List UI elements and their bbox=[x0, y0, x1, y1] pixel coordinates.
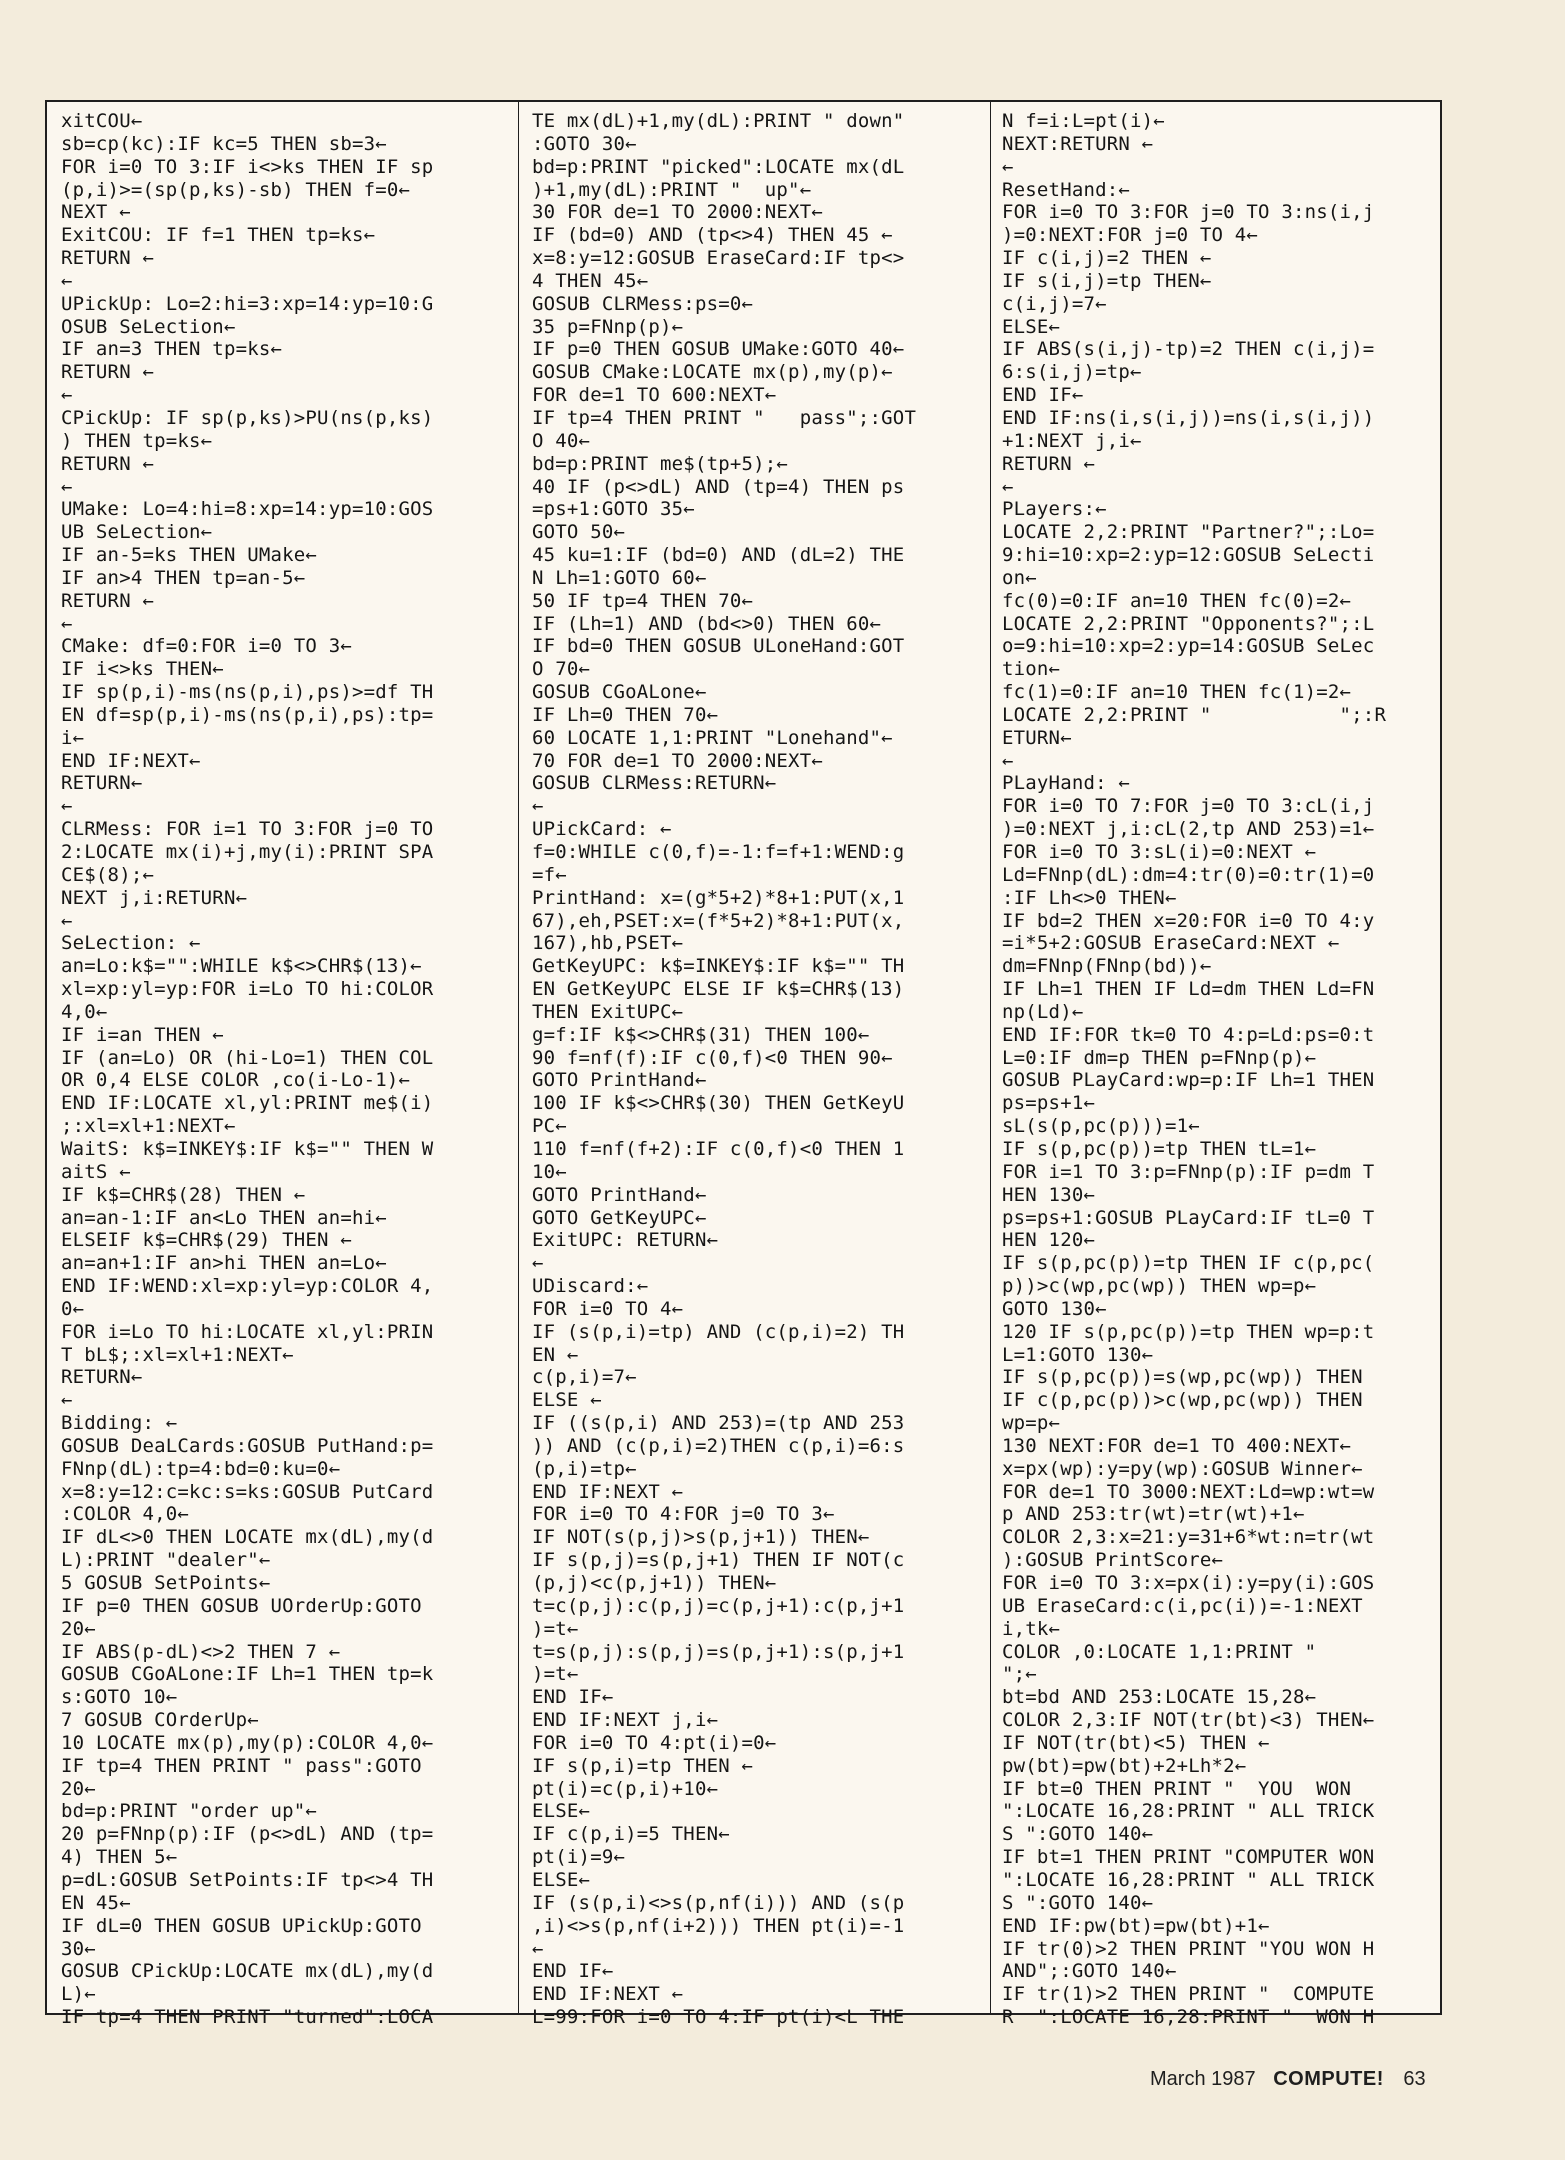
code-line: 9:hi=10:xp=2:yp=12:GOSUB SeLecti bbox=[1002, 544, 1375, 567]
code-line: IF bt=1 THEN PRINT "COMPUTER WON bbox=[1002, 1846, 1375, 1869]
code-line: 70 FOR de=1 TO 2000:NEXT← bbox=[532, 749, 823, 772]
code-line: ← bbox=[61, 475, 73, 498]
code-line: IF c(p,i)=5 THEN← bbox=[532, 1823, 730, 1846]
code-line: Bidding: ← bbox=[61, 1412, 178, 1435]
code-line: IF s(p,j)=s(p,j+1) THEN IF NOT(c bbox=[532, 1549, 905, 1572]
code-line: IF NOT(tr(bt)<5) THEN ← bbox=[1002, 1731, 1270, 1754]
code-line: GOSUB CGoALone← bbox=[532, 681, 707, 704]
code-line: UPickCard: ← bbox=[532, 818, 672, 841]
code-line: =i*5+2:GOSUB EraseCard:NEXT ← bbox=[1002, 932, 1340, 955]
code-line: CPickUp: IF sp(p,ks)>PU(ns(p,ks) bbox=[61, 406, 434, 429]
code-line: FOR i=0 TO 4← bbox=[532, 1297, 684, 1320]
code-line: 67),eh,PSET:x=(f*5+2)*8+1:PUT(x, bbox=[532, 909, 905, 932]
code-line: GOTO PrintHand← bbox=[532, 1183, 707, 1206]
code-line: CMake: df=0:FOR i=0 TO 3← bbox=[61, 635, 352, 658]
code-line: RETURN ← bbox=[61, 452, 155, 475]
code-line: L=1:GOTO 130← bbox=[1002, 1343, 1154, 1366]
code-line: IF NOT(s(p,j)>s(p,j+1)) THEN← bbox=[532, 1526, 870, 1549]
code-line: wp=p← bbox=[1002, 1412, 1061, 1435]
code-line: IF c(p,pc(p))>c(wp,pc(wp)) THEN bbox=[1002, 1389, 1363, 1412]
code-line: FOR de=1 TO 3000:NEXT:Ld=wp:wt=w bbox=[1002, 1480, 1375, 1503]
code-line: WaitS: k$=INKEY$:IF k$="" THEN W bbox=[61, 1137, 434, 1160]
code-line: 4,0← bbox=[61, 1000, 108, 1023]
code-line: bd=p:PRINT "picked":LOCATE mx(dL bbox=[532, 155, 905, 178]
code-line: 20← bbox=[61, 1617, 96, 1640]
code-line: L):PRINT "dealer"← bbox=[61, 1549, 271, 1572]
code-line: 120 IF s(p,pc(p))=tp THEN wp=p:t bbox=[1002, 1320, 1375, 1343]
page-footer bbox=[1150, 2068, 1470, 2091]
code-line: i,tk← bbox=[1002, 1617, 1061, 1640]
code-line: 5 GOSUB SetPoints← bbox=[61, 1572, 271, 1594]
code-line: bd=p:PRINT "order up"← bbox=[61, 1800, 318, 1823]
code-line: IF sp(p,i)-ms(ns(p,i),ps)>=df TH bbox=[61, 681, 434, 704]
code-line: UDiscard:← bbox=[532, 1275, 649, 1298]
code-line: COLOR 2,3:x=21:y=31+6*wt:n=tr(wt bbox=[1002, 1526, 1375, 1549]
code-line: T bL$;:xl=xl+1:NEXT← bbox=[61, 1343, 294, 1366]
code-line: ← bbox=[532, 1252, 544, 1275]
code-line: GOTO GetKeyUPC← bbox=[532, 1206, 707, 1229]
code-line: 100 IF k$<>CHR$(30) THEN GetKeyU bbox=[532, 1092, 905, 1115]
code-line: )+1,my(dL):PRINT " up"← bbox=[532, 178, 812, 201]
code-line: IF p=0 THEN GOSUB UMake:GOTO 40← bbox=[532, 338, 905, 361]
code-line: 10 LOCATE mx(p),my(p):COLOR 4,0← bbox=[61, 1731, 434, 1754]
magazine-name: COMPUTE! bbox=[1273, 2068, 1384, 2090]
code-line: ETURN← bbox=[1002, 726, 1072, 749]
code-line: aitS ← bbox=[61, 1160, 131, 1183]
code-line: CLRMess: FOR i=1 TO 3:FOR j=0 TO bbox=[61, 818, 434, 841]
code-line: IF ABS(p-dL)<>2 THEN 7 ← bbox=[61, 1640, 341, 1663]
code-line: N f=i:L=pt(i)← bbox=[1002, 110, 1165, 132]
code-line: o=9:hi=10:xp=2:yp=14:GOSUB SeLec bbox=[1002, 635, 1375, 658]
code-line: +1:NEXT j,i← bbox=[1002, 429, 1142, 452]
code-line: GOSUB CGoALone:IF Lh=1 THEN tp=k bbox=[61, 1663, 434, 1686]
code-line: ;:xl=xl+1:NEXT← bbox=[61, 1115, 236, 1138]
code-line: GetKeyUPC: k$=INKEY$:IF k$="" TH bbox=[532, 955, 905, 978]
code-line: (p,i)=tp← bbox=[532, 1457, 637, 1480]
code-line: bt=bd AND 253:LOCATE 15,28← bbox=[1002, 1686, 1317, 1709]
code-line: IF i<>ks THEN← bbox=[61, 658, 224, 681]
code-line: x=8:y=12:GOSUB EraseCard:IF tp<> bbox=[532, 247, 905, 270]
code-line: IF s(p,pc(p))=s(wp,pc(wp)) THEN bbox=[1002, 1366, 1363, 1389]
code-line: END IF← bbox=[532, 1960, 614, 1983]
code-line: NEXT:RETURN ← bbox=[1002, 132, 1154, 155]
listing-column-3 bbox=[1002, 110, 1434, 2029]
code-line: LOCATE 2,2:PRINT " ";:R bbox=[1002, 703, 1387, 726]
code-line: END IF:pw(bt)=pw(bt)+1← bbox=[1002, 1914, 1270, 1937]
code-line: pw(bt)=pw(bt)+2+Lh*2← bbox=[1002, 1754, 1247, 1777]
code-line: N Lh=1:GOTO 60← bbox=[532, 566, 707, 589]
code-line: IF p=0 THEN GOSUB UOrderUp:GOTO bbox=[61, 1594, 422, 1617]
code-line: RETURN← bbox=[61, 1366, 143, 1389]
code-line: xl=xp:yl=yp:FOR i=Lo TO hi:COLOR bbox=[61, 978, 434, 1001]
code-line: sb=cp(kc):IF kc=5 THEN sb=3← bbox=[61, 132, 387, 155]
code-line: RETURN← bbox=[61, 772, 143, 795]
listing-column-2 bbox=[532, 110, 982, 2029]
code-line: END IF:NEXT← bbox=[61, 749, 201, 772]
code-line: ResetHand:← bbox=[1002, 178, 1131, 201]
code-line: ← bbox=[1002, 749, 1014, 772]
column-divider bbox=[518, 102, 519, 2013]
code-line: END IF:FOR tk=0 TO 4:p=Ld:ps=0:t bbox=[1002, 1023, 1375, 1046]
code-line: 40 IF (p<>dL) AND (tp=4) THEN ps bbox=[532, 475, 905, 498]
code-line: ExitCOU: IF f=1 THEN tp=ks← bbox=[61, 224, 376, 247]
code-line: 30← bbox=[61, 1937, 96, 1960]
code-line: RETURN ← bbox=[61, 589, 155, 612]
code-block-2 bbox=[532, 110, 982, 2029]
code-line: IF s(p,pc(p))=tp THEN IF c(p,pc( bbox=[1002, 1252, 1375, 1275]
code-line: END IF:LOCATE xl,yl:PRINT me$(i) bbox=[61, 1092, 434, 1115]
code-line: END IF← bbox=[532, 1686, 614, 1709]
code-line: =ps+1:GOTO 35← bbox=[532, 498, 695, 521]
code-line: FNnp(dL):tp=4:bd=0:ku=0← bbox=[61, 1457, 341, 1480]
code-line: 110 f=nf(f+2):IF c(0,f)<0 THEN 1 bbox=[532, 1137, 905, 1160]
code-line: IF tp=4 THEN PRINT "turned":LOCA bbox=[61, 2006, 434, 2029]
code-line: NEXT ← bbox=[61, 201, 131, 224]
code-line: 4 THEN 45← bbox=[532, 269, 649, 292]
code-line: COLOR ,0:LOCATE 1,1:PRINT " bbox=[1002, 1640, 1317, 1663]
code-line: IF c(i,j)=2 THEN ← bbox=[1002, 247, 1212, 270]
code-line: GOSUB CLRMess:RETURN← bbox=[532, 772, 777, 795]
code-line: :IF Lh<>0 THEN← bbox=[1002, 886, 1177, 909]
code-line: FOR i=0 TO 3:sL(i)=0:NEXT ← bbox=[1002, 841, 1317, 863]
code-line: FOR i=0 TO 4:pt(i)=0← bbox=[532, 1731, 777, 1754]
code-line: AND";:GOTO 140← bbox=[1002, 1960, 1177, 1983]
code-block-3 bbox=[1002, 110, 1434, 2029]
code-line: ← bbox=[61, 612, 73, 635]
issue-date: March 1987 bbox=[1150, 2068, 1256, 2090]
code-line: L)← bbox=[61, 1983, 96, 2006]
code-line: IF an-5=ks THEN UMake← bbox=[61, 544, 318, 567]
code-line: END IF:NEXT ← bbox=[532, 1480, 684, 1503]
code-line: c(i,j)=7← bbox=[1002, 292, 1107, 315]
code-line: ← bbox=[532, 1937, 544, 1960]
code-line: 50 IF tp=4 THEN 70← bbox=[532, 589, 754, 612]
code-line: END IF:NEXT j,i← bbox=[532, 1709, 719, 1732]
code-line: LOCATE 2,2:PRINT "Opponents?";:L bbox=[1002, 612, 1375, 635]
code-line: NEXT j,i:RETURN← bbox=[61, 886, 248, 909]
code-line: ← bbox=[532, 795, 544, 818]
code-line: IF ((s(p,i) AND 253)=(tp AND 253 bbox=[532, 1412, 905, 1435]
code-line: )=0:NEXT j,i:cL(2,tp AND 253)=1← bbox=[1002, 818, 1375, 841]
code-line: ) THEN tp=ks← bbox=[61, 429, 213, 452]
code-line: OSUB SeLection← bbox=[61, 315, 236, 338]
code-line: 0← bbox=[61, 1297, 85, 1320]
code-line: FOR i=0 TO 7:FOR j=0 TO 3:cL(i,j bbox=[1002, 795, 1375, 818]
code-line: 7 GOSUB COrderUp← bbox=[61, 1709, 259, 1732]
code-line: IF bd=0 THEN GOSUB ULoneHand:GOT bbox=[532, 635, 905, 658]
code-line: ELSE← bbox=[532, 1800, 591, 1823]
code-line: FOR i=Lo TO hi:LOCATE xl,yl:PRIN bbox=[61, 1320, 434, 1343]
code-line: O 40← bbox=[532, 429, 591, 452]
code-line: 20 p=FNnp(p):IF (p<>dL) AND (tp= bbox=[61, 1823, 434, 1846]
code-line: IF Lh=1 THEN IF Ld=dm THEN Ld=FN bbox=[1002, 978, 1375, 1001]
code-line: ← bbox=[61, 795, 73, 818]
code-line: PrintHand: x=(g*5+2)*8+1:PUT(x,1 bbox=[532, 886, 905, 909]
code-line: p AND 253:tr(wt)=tr(wt)+1← bbox=[1002, 1503, 1305, 1526]
code-line: FOR i=0 TO 4:FOR j=0 TO 3← bbox=[532, 1503, 835, 1526]
code-line: GOSUB CMake:LOCATE mx(p),my(p)← bbox=[532, 361, 893, 384]
code-line: IF an=3 THEN tp=ks← bbox=[61, 338, 283, 361]
code-line: FOR i=0 TO 3:x=px(i):y=py(i):GOS bbox=[1002, 1572, 1375, 1594]
code-line: L=99:FOR i=0 TO 4:IF pt(i)<L THE bbox=[532, 2006, 905, 2029]
code-line: :GOTO 30← bbox=[532, 132, 637, 155]
code-line: 45 ku=1:IF (bd=0) AND (dL=2) THE bbox=[532, 544, 905, 567]
code-line: THEN ExitUPC← bbox=[532, 1000, 684, 1023]
column-divider bbox=[990, 102, 991, 2013]
code-line: EN ← bbox=[532, 1343, 579, 1366]
code-line: RETURN ← bbox=[61, 247, 155, 270]
code-line: RETURN ← bbox=[1002, 452, 1096, 475]
code-line: ps=ps+1:GOSUB PLayCard:IF tL=0 T bbox=[1002, 1206, 1375, 1229]
code-line: tion← bbox=[1002, 658, 1061, 681]
code-line: UB EraseCard:c(i,pc(i))=-1:NEXT bbox=[1002, 1594, 1363, 1617]
code-line: CE$(8);← bbox=[61, 863, 155, 886]
code-line: L=0:IF dm=p THEN p=FNnp(p)← bbox=[1002, 1046, 1317, 1069]
code-line: IF (Lh=1) AND (bd<>0) THEN 60← bbox=[532, 612, 882, 635]
code-line: IF dL<>0 THEN LOCATE mx(dL),my(d bbox=[61, 1526, 434, 1549]
listing-frame bbox=[45, 100, 1442, 2029]
code-line: EN df=sp(p,i)-ms(ns(p,i),ps):tp= bbox=[61, 703, 434, 726]
code-line: OR 0,4 ELSE COLOR ,co(i-Lo-1)← bbox=[61, 1069, 411, 1092]
code-line: )=t← bbox=[532, 1617, 579, 1640]
code-line: GOTO 50← bbox=[532, 521, 626, 544]
code-line: 90 f=nf(f):IF c(0,f)<0 THEN 90← bbox=[532, 1046, 893, 1069]
code-line: )=0:NEXT:FOR j=0 TO 4← bbox=[1002, 224, 1259, 247]
code-line: ← bbox=[61, 269, 73, 292]
code-line: GOSUB DeaLCards:GOSUB PutHand:p= bbox=[61, 1434, 434, 1457]
code-line: GOTO 130← bbox=[1002, 1297, 1107, 1320]
code-line: ExitUPC: RETURN← bbox=[532, 1229, 719, 1252]
code-line: 60 LOCATE 1,1:PRINT "Lonehand"← bbox=[532, 726, 893, 749]
code-line: 167),hb,PSET← bbox=[532, 932, 684, 955]
code-line: GOSUB PLayCard:wp=p:IF Lh=1 THEN bbox=[1002, 1069, 1375, 1092]
code-line: fc(1)=0:IF an=10 THEN fc(1)=2← bbox=[1002, 681, 1352, 704]
code-line: GOSUB CLRMess:ps=0← bbox=[532, 292, 754, 315]
code-line: FOR i=0 TO 3:FOR j=0 TO 3:ns(i,j bbox=[1002, 201, 1375, 224]
code-line: 130 NEXT:FOR de=1 TO 400:NEXT← bbox=[1002, 1434, 1352, 1457]
code-line: Ld=FNnp(dL):dm=4:tr(0)=0:tr(1)=0 bbox=[1002, 863, 1375, 886]
code-line: HEN 120← bbox=[1002, 1229, 1096, 1252]
code-line: ← bbox=[1002, 155, 1014, 178]
code-line: IF s(p,i)=tp THEN ← bbox=[532, 1754, 754, 1777]
code-line: x=8:y=12:c=kc:s=ks:GOSUB PutCard bbox=[61, 1480, 434, 1503]
code-line: ELSE ← bbox=[532, 1389, 602, 1412]
code-line: IF bd=2 THEN x=20:FOR i=0 TO 4:y bbox=[1002, 909, 1375, 932]
code-line: ps=ps+1← bbox=[1002, 1092, 1096, 1115]
code-line: on← bbox=[1002, 566, 1037, 589]
code-line: ELSE← bbox=[532, 1868, 591, 1891]
code-line: (p,i)>=(sp(p,ks)-sb) THEN f=0← bbox=[61, 178, 411, 201]
code-line: fc(0)=0:IF an=10 THEN fc(0)=2← bbox=[1002, 589, 1352, 612]
code-line: g=f:IF k$<>CHR$(31) THEN 100← bbox=[532, 1023, 870, 1046]
code-line: IF ABS(s(i,j)-tp)=2 THEN c(i,j)= bbox=[1002, 338, 1375, 361]
code-line: GOTO PrintHand← bbox=[532, 1069, 707, 1092]
code-line: IF an>4 THEN tp=an-5← bbox=[61, 566, 306, 589]
code-line: 2:LOCATE mx(i)+j,my(i):PRINT SPA bbox=[61, 841, 434, 863]
code-line: )) AND (c(p,i)=2)THEN c(p,i)=6:s bbox=[532, 1434, 905, 1457]
code-line: LOCATE 2,2:PRINT "Partner?";:Lo= bbox=[1002, 521, 1375, 544]
code-line: IF tp=4 THEN PRINT " pass";:GOT bbox=[532, 406, 917, 429]
code-line: t=c(p,j):c(p,j)=c(p,j+1):c(p,j+1 bbox=[532, 1594, 905, 1617]
code-line: (p,j)<c(p,j+1)) THEN← bbox=[532, 1572, 777, 1594]
code-line: FOR i=0 TO 3:IF i<>ks THEN IF sp bbox=[61, 155, 434, 178]
code-line: IF Lh=0 THEN 70← bbox=[532, 703, 719, 726]
code-line: 10← bbox=[532, 1160, 567, 1183]
code-line: R ":LOCATE 16,28:PRINT " WON H bbox=[1002, 2006, 1375, 2029]
code-line: PLayers:← bbox=[1002, 498, 1107, 521]
code-line: ← bbox=[61, 1389, 73, 1412]
code-line: IF bt=0 THEN PRINT " YOU WON bbox=[1002, 1777, 1352, 1800]
code-line: O 70← bbox=[532, 658, 591, 681]
code-line: FOR de=1 TO 600:NEXT← bbox=[532, 384, 777, 407]
code-line: p))>c(wp,pc(wp)) THEN wp=p← bbox=[1002, 1275, 1317, 1298]
code-line: IF i=an THEN ← bbox=[61, 1023, 224, 1046]
code-line: an=an-1:IF an<Lo THEN an=hi← bbox=[61, 1206, 387, 1229]
code-line: END IF:WEND:xl=xp:yl=yp:COLOR 4, bbox=[61, 1275, 434, 1298]
code-line: TE mx(dL)+1,my(dL):PRINT " down" bbox=[532, 110, 905, 132]
code-line: IF s(i,j)=tp THEN← bbox=[1002, 269, 1212, 292]
code-line: dm=FNnp(FNnp(bd))← bbox=[1002, 955, 1212, 978]
code-line: HEN 130← bbox=[1002, 1183, 1096, 1206]
code-line: END IF← bbox=[1002, 384, 1084, 407]
code-line: RETURN ← bbox=[61, 361, 155, 384]
code-line: IF k$=CHR$(28) THEN ← bbox=[61, 1183, 306, 1206]
code-line: S ":GOTO 140← bbox=[1002, 1823, 1154, 1846]
code-line: i← bbox=[61, 726, 85, 749]
code-line: IF (bd=0) AND (tp<>4) THEN 45 ← bbox=[532, 224, 893, 247]
code-line: ← bbox=[1002, 475, 1014, 498]
code-line: ← bbox=[61, 384, 73, 407]
code-line: IF (an=Lo) OR (hi-Lo=1) THEN COL bbox=[61, 1046, 434, 1069]
code-block-1 bbox=[61, 110, 506, 2029]
code-line: an=Lo:k$="":WHILE k$<>CHR$(13)← bbox=[61, 955, 422, 978]
code-line: IF (s(p,i)<>s(p,nf(i))) AND (s(p bbox=[532, 1891, 905, 1914]
code-line: SeLection: ← bbox=[61, 932, 201, 955]
code-line: COLOR 2,3:IF NOT(tr(bt)<3) THEN← bbox=[1002, 1709, 1375, 1732]
code-line: GOSUB CPickUp:LOCATE mx(dL),my(d bbox=[61, 1960, 434, 1983]
code-line: :COLOR 4,0← bbox=[61, 1503, 190, 1526]
code-line: PLayHand: ← bbox=[1002, 772, 1131, 795]
code-line: pt(i)=9← bbox=[532, 1846, 626, 1869]
code-line: 20← bbox=[61, 1777, 96, 1800]
code-line: xitCOU← bbox=[61, 110, 143, 132]
code-line: an=an+1:IF an>hi THEN an=Lo← bbox=[61, 1252, 387, 1275]
code-line: ":LOCATE 16,28:PRINT " ALL TRICK bbox=[1002, 1800, 1375, 1823]
code-line: PC← bbox=[532, 1115, 567, 1138]
code-line: EN 45← bbox=[61, 1891, 131, 1914]
code-line: np(Ld)← bbox=[1002, 1000, 1084, 1023]
code-line: EN GetKeyUPC ELSE IF k$=CHR$(13) bbox=[532, 978, 905, 1001]
code-line: 4) THEN 5← bbox=[61, 1846, 178, 1869]
code-line: sL(s(p,pc(p)))=1← bbox=[1002, 1115, 1200, 1138]
code-line: ":LOCATE 16,28:PRINT " ALL TRICK bbox=[1002, 1868, 1375, 1891]
code-line: ← bbox=[61, 909, 73, 932]
code-line: p=dL:GOSUB SetPoints:IF tp<>4 TH bbox=[61, 1868, 434, 1891]
code-line: ";← bbox=[1002, 1663, 1037, 1686]
code-line: ,i)<>s(p,nf(i+2))) THEN pt(i)=-1 bbox=[532, 1914, 905, 1937]
code-line: ):GOSUB PrintScore← bbox=[1002, 1549, 1224, 1572]
code-line: UMake: Lo=4:hi=8:xp=14:yp=10:GOS bbox=[61, 498, 434, 521]
code-line: 30 FOR de=1 TO 2000:NEXT← bbox=[532, 201, 823, 224]
code-line: S ":GOTO 140← bbox=[1002, 1891, 1154, 1914]
code-line: IF s(p,pc(p))=tp THEN tL=1← bbox=[1002, 1137, 1317, 1160]
code-line: f=0:WHILE c(0,f)=-1:f=f+1:WEND:g bbox=[532, 841, 905, 863]
code-line: t=s(p,j):s(p,j)=s(p,j+1):s(p,j+1 bbox=[532, 1640, 905, 1663]
code-line: 35 p=FNnp(p)← bbox=[532, 315, 684, 338]
code-line: IF tp=4 THEN PRINT " pass":GOTO bbox=[61, 1754, 422, 1777]
page-number: 63 bbox=[1403, 2068, 1426, 2090]
code-line: s:GOTO 10← bbox=[61, 1686, 178, 1709]
code-line: )=t← bbox=[532, 1663, 579, 1686]
code-line: x=px(wp):y=py(wp):GOSUB Winner← bbox=[1002, 1457, 1363, 1480]
code-line: END IF:NEXT ← bbox=[532, 1983, 684, 2006]
code-line: c(p,i)=7← bbox=[532, 1366, 637, 1389]
code-line: 6:s(i,j)=tp← bbox=[1002, 361, 1142, 384]
code-line: FOR i=1 TO 3:p=FNnp(p):IF p=dm T bbox=[1002, 1160, 1375, 1183]
code-line: UPickUp: Lo=2:hi=3:xp=14:yp=10:G bbox=[61, 292, 434, 315]
code-line: UB SeLection← bbox=[61, 521, 213, 544]
code-line: IF tr(0)>2 THEN PRINT "YOU WON H bbox=[1002, 1937, 1375, 1960]
code-line: =f← bbox=[532, 863, 567, 886]
code-line: ELSE← bbox=[1002, 315, 1061, 338]
code-line: IF (s(p,i)=tp) AND (c(p,i)=2) TH bbox=[532, 1320, 905, 1343]
code-line: ELSEIF k$=CHR$(29) THEN ← bbox=[61, 1229, 352, 1252]
code-line: bd=p:PRINT me$(tp+5);← bbox=[532, 452, 789, 475]
code-line: IF dL=0 THEN GOSUB UPickUp:GOTO bbox=[61, 1914, 422, 1937]
code-line: IF tr(1)>2 THEN PRINT " COMPUTE bbox=[1002, 1983, 1375, 2006]
code-line: pt(i)=c(p,i)+10← bbox=[532, 1777, 719, 1800]
listing-column-1 bbox=[61, 110, 506, 2029]
code-line: END IF:ns(i,s(i,j))=ns(i,s(i,j)) bbox=[1002, 406, 1375, 429]
